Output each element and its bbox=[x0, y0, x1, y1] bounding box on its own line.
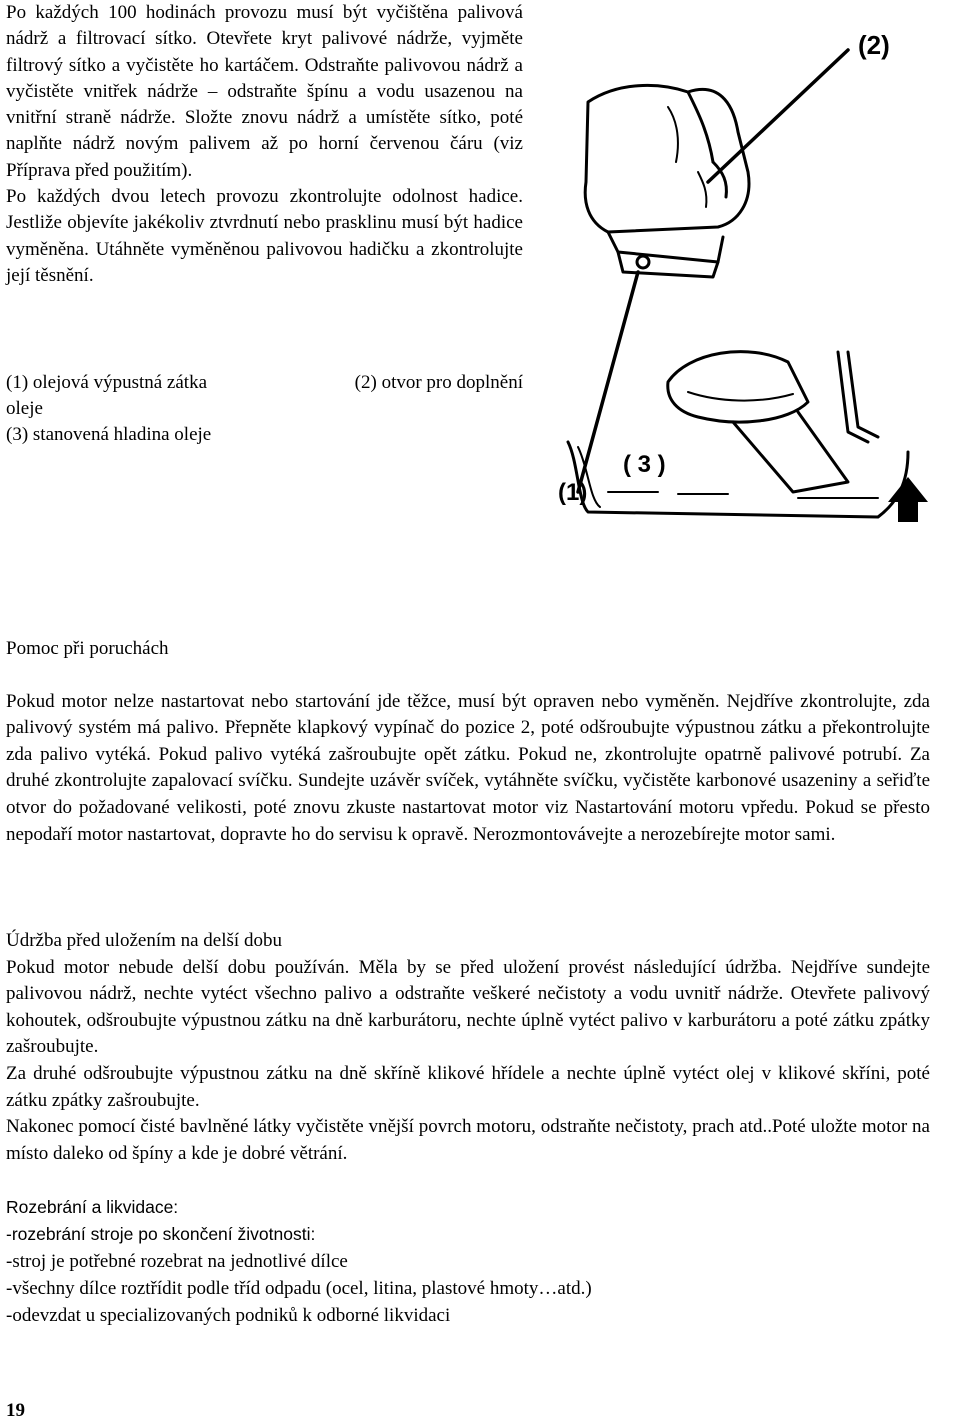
storage-paragraph-1: Pokud motor nebude delší dobu používán. Měla by se před uložení provést následující údržba. Nejdříve sundejte palivovou nádrž, nechte vytéct všechno palivo a odstraňte veškeré nečistoty a vodu uvnitř nádrže. Otevřete palivový kohoutek, odšroubujte výpustnou zátku na dně karburátoru, nechte úplně vytéct palivo v karburátoru a poté zátku zpátky zašroubujte. bbox=[6, 956, 930, 1058]
disposal-line-3: -všechny dílce roztřídit podle tříd odpadu (ocel, litina, plastové hmoty…atd.) bbox=[6, 1278, 592, 1299]
legend-item-2: (2) otvor pro doplnění bbox=[354, 372, 523, 393]
legend-item-1: (1) olejová výpustná zátka bbox=[6, 372, 208, 393]
oil-cap-shape bbox=[668, 352, 808, 422]
storage-paragraph-2: Za druhé odšroubujte výpustnou zátku na dně skříně klikové hřídele a nechte úplně vytéct olej v klikové skříni, poté zátku zpátky zašroubujte. bbox=[6, 1062, 930, 1111]
troubleshooting-heading: Pomoc při poruchách bbox=[6, 638, 169, 659]
troubleshooting-body: Pokud motor nelze nastartovat nebo startování jde těžce, musí být opraven nebo vyměněn. Nejdříve zkontrolujte, zda palivový systém má palivo. Přepněte klapkový vypínač do pozice 2, poté odšroubujte výpustnou zátku a překontrolujte zda palivo vytéká. Pokud palivo vytéká zašroubujte opět zátku. Pokud ne, zkontrolujte opatrně palivové potrubí. Za druhé zkontrolujte zapalovací svíčku. Sundejte uzávěr svíček, vytáhněte svíčku, vyčistěte karbonové usazeniny a seřiďte otvor do požadované velikosti, poté znovu zkuste nastartovat motor viz Nastartování motoru vpředu. Pokud se přesto nepodaří motor nastartovat, dopravte ho do servisu k opravě. Nerozmontovávejte a nerozebírejte motor sami. bbox=[6, 690, 930, 845]
arrow-up-icon bbox=[888, 477, 928, 522]
disposal-line-4: -odevzdat u specializovaných podniků k odborné likvidaci bbox=[6, 1305, 451, 1326]
storage-paragraph-3: Nakonec pomocí čisté bavlněné látky vyčistěte vnější povrch motoru, odstraňte nečistoty, prach atd..Poté uložte motor na místo daleko od špíny a kde je dobré větrání. bbox=[6, 1116, 930, 1164]
oil-level-line bbox=[608, 492, 878, 498]
engine-base-shape bbox=[608, 232, 723, 262]
disposal-section bbox=[6, 1194, 930, 1329]
figure-label-3: ( 3 ) bbox=[623, 451, 666, 478]
page-number: 19 bbox=[6, 1400, 25, 1421]
figure-legend bbox=[6, 370, 523, 448]
troubleshooting-section bbox=[6, 636, 930, 848]
disposal-line-1: -rozebrání stroje po skončení životnosti: bbox=[6, 1224, 316, 1244]
disposal-heading: Rozebrání a likvidace: bbox=[6, 1197, 179, 1217]
engine-housing-shape bbox=[585, 85, 749, 232]
figure-label-1: (1) bbox=[558, 479, 588, 506]
tank-cleaning-paragraph: Po každých 100 hodinách provozu musí být vyčištěna palivová nádrž a filtrovací sítko. Otevřete kryt palivové nádrže, vyjměte filtrový sítko a vyčistěte ho kartáčem. Odstraňte palivovou nádrž a vyčistěte vnitřek nádrže – odstraňte špínu a vodu usazenou na vnitřní straně nádrže. Složte znovu nádrž a umístěte sítko, poté naplňte nádrž novým palivem až po horní červenou čáru (viz Příprava před použitím). bbox=[6, 2, 523, 181]
figure-label-2: (2) bbox=[858, 30, 890, 60]
oil-drain-illustration bbox=[548, 22, 958, 522]
dipstick-shape bbox=[733, 412, 848, 492]
disposal-line-2: -stroj je potřebné rozebrat na jednotlivé dílce bbox=[6, 1251, 348, 1272]
drain-bolt-circle bbox=[637, 256, 649, 268]
maintenance-text-column bbox=[6, 0, 523, 289]
hose-check-paragraph: Po každých dvou letech provozu zkontrolujte odolnost hadice. Jestliže objevíte jakékoliv ztvrdnutí nebo prasklinu musí být hadice vyměněna. Utáhněte vyměněnou palivovou hadičku a zkontrolujte její těsnění. bbox=[6, 186, 523, 286]
legend-item-3: (3) stanovená hladina oleje bbox=[6, 424, 212, 445]
leader-line-2 bbox=[708, 50, 848, 182]
storage-section bbox=[6, 928, 930, 1167]
storage-heading: Údržba před uložením na delší dobu bbox=[6, 930, 282, 951]
legend-item-2-continued: oleje bbox=[6, 398, 43, 419]
